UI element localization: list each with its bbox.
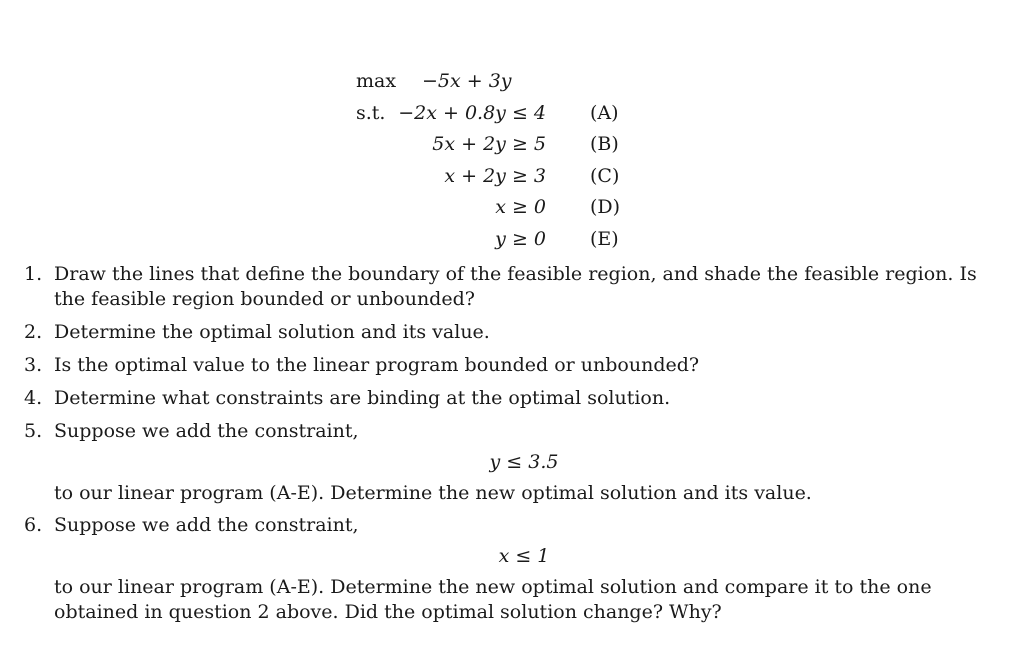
question-text: Suppose we add the constraint, (54, 514, 359, 536)
question-number: 1. (24, 263, 43, 285)
constraint-tag: (A) (590, 101, 619, 124)
constraint-row (356, 224, 626, 256)
question-item (24, 353, 994, 378)
added-constraint-formula: y ≤ 3.5 (489, 451, 559, 473)
objective-function: −5x + 3y (422, 70, 512, 92)
subject-to-keyword: s.t. (356, 101, 386, 124)
constraint-tag: (C) (590, 164, 620, 187)
constraint-expression: −2x + 0.8y ≤ 4 (398, 101, 546, 124)
question-item (24, 419, 994, 506)
question-text: Draw the lines that define the boundary of the feasible region, and shade the feasible region. Is the feasible region bounded or unbounded? (54, 263, 977, 310)
constraint-row (356, 192, 626, 224)
constraint-tag: (E) (590, 227, 619, 250)
question-number: 5. (24, 420, 43, 442)
question-text: Determine the optimal solution and its value. (54, 321, 490, 343)
question-number: 3. (24, 354, 43, 376)
question-item (24, 262, 994, 312)
question-item (24, 513, 994, 625)
constraint-expression: y ≥ 0 (495, 227, 546, 250)
constraint-row (356, 98, 626, 130)
question-text: Is the optimal value to the linear program bounded or unbounded? (54, 354, 700, 376)
question-item (24, 386, 994, 411)
constraint-tag: (D) (590, 196, 621, 218)
constraint-row (356, 161, 626, 193)
question-number: 6. (24, 514, 43, 536)
question-item (24, 320, 994, 345)
objective-row (356, 66, 626, 98)
max-keyword: max (356, 70, 397, 92)
added-constraint-formula: x ≤ 1 (498, 545, 550, 567)
question-number: 4. (24, 387, 43, 409)
question-text-continued: to our linear program (A-E). Determine the new optimal solution and compare it to the one obtained in question 2 above. Did the optimal solution change? Why? (54, 576, 932, 623)
question-text: Determine what constraints are binding at the optimal solution. (54, 387, 671, 409)
constraint-expression: x ≥ 0 (495, 196, 546, 218)
question-list (24, 262, 994, 625)
linear-program (356, 66, 626, 255)
constraint-tag: (B) (590, 133, 619, 155)
constraint-expression: x + 2y ≥ 3 (444, 164, 546, 187)
question-number: 2. (24, 321, 43, 343)
question-text: Suppose we add the constraint, (54, 420, 359, 442)
constraint-row (356, 129, 626, 161)
question-text-continued: to our linear program (A-E). Determine the new optimal solution and its value. (54, 482, 812, 504)
constraint-expression: 5x + 2y ≥ 5 (432, 133, 546, 155)
